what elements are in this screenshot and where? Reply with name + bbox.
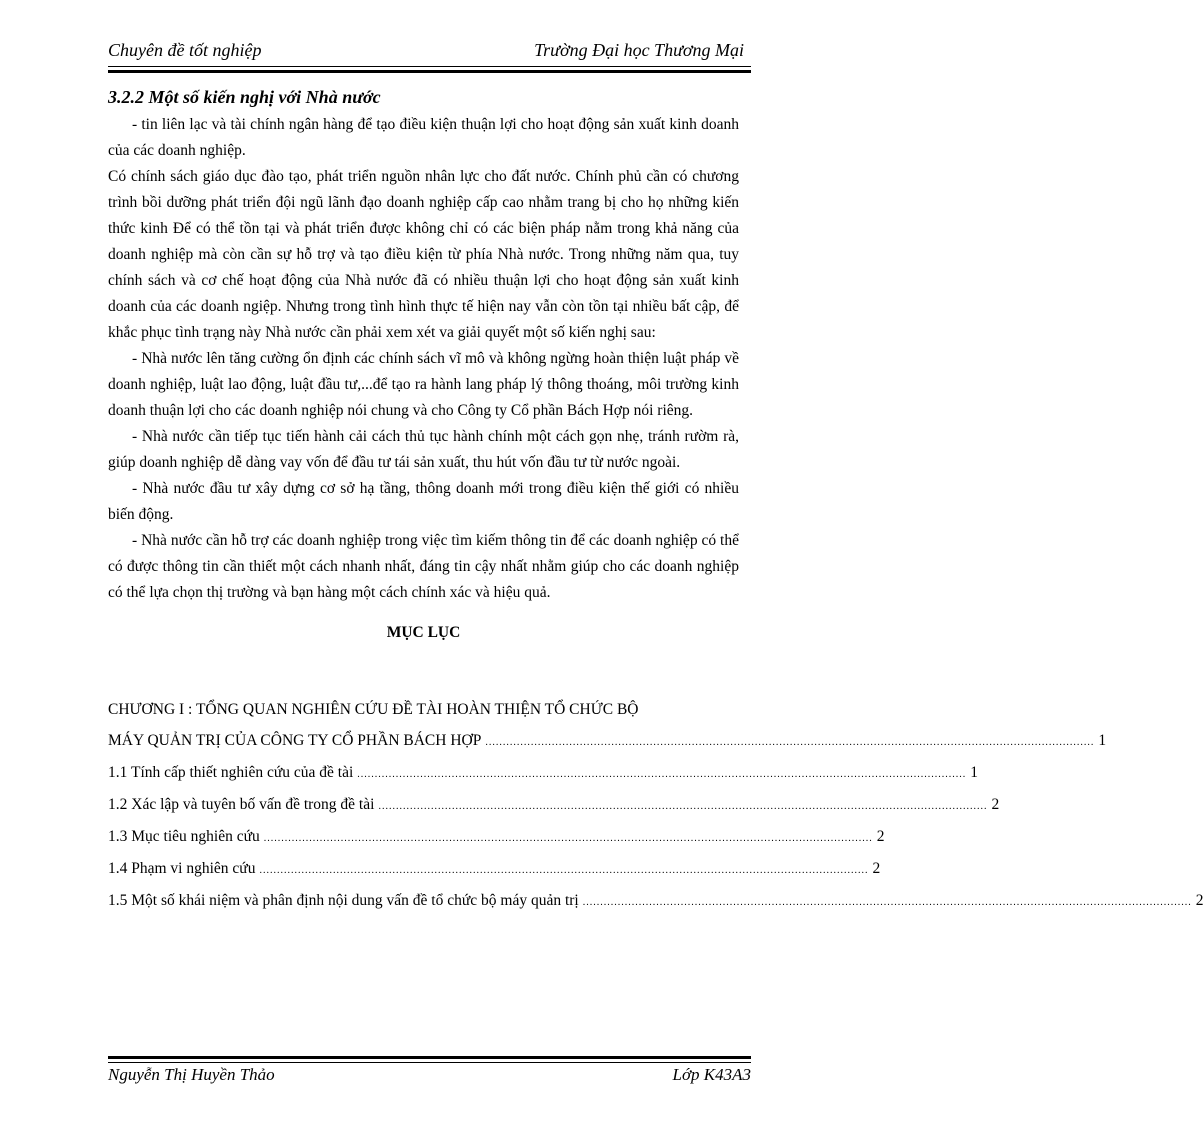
toc-page-number: 2 [1195, 892, 1204, 909]
toc-title: MỤC LỤC [386, 624, 461, 641]
toc-leader-dots: .............................................................................................................................................................................. [259, 865, 869, 876]
toc-entry[interactable] [108, 758, 979, 790]
paragraph: - Nhà nước cần tiếp tục tiến hành cải cách thủ tục hành chính một cách gọn nhẹ, tránh rườm rà, giúp doanh nghiệp dễ dàng vay vốn để đầu tư tái sản xuất, thu hút vốn đầu tư từ nước ngoài. [108, 428, 739, 471]
toc-page-number: 2 [991, 796, 1000, 813]
toc-leader-dots: .............................................................................................................................................................................. [378, 801, 988, 812]
toc-entry[interactable] [108, 726, 1107, 758]
paragraph: Có chính sách giáo dục đào tạo, phát triển nguồn nhân lực cho đất nước. Chính phủ cần có chương trình bồi dưỡng phát triển đội ngũ lãnh đạo doanh nghiệp cấp cao nhằm trang bị cho họ những kiến thức kinh Để có thể tồn tại và phát triển được không chỉ có các biện pháp nằm trong khả năng của doanh nghiệp mà còn cần sự hỗ trợ và tạo điều kiện từ phía Nhà nước. Trong những năm qua, tuy chính sách và cơ chế hoạt động của Nhà nước đã có nhiều thuận lợi cho hoạt động sản xuất kinh doanh của các doanh ngiệp. Nhưng trong tình hình thực tế hiện nay vẫn còn tồn tại nhiều bất cập, để khắc phục tình trạng này Nhà nước cần phải xem xét va giải quyết một số kiến nghị sau: [108, 168, 739, 341]
paragraph: - Nhà nước đầu tư xây dựng cơ sở hạ tầng, thông doanh mới trong điều kiện thế giới có nhiều biến động. [108, 480, 739, 523]
toc-entry-text: MÁY QUẢN TRỊ CỦA CÔNG TY CỔ PHẦN BÁCH HỢP [108, 732, 482, 749]
footer-class: Lớp K43A3 [672, 1065, 751, 1084]
toc-leader-dots: .............................................................................................................................................................................. [357, 769, 967, 780]
toc-entry-text: 1.3 Mục tiêu nghiên cứu [108, 828, 260, 845]
toc-entry-text: 1.4 Phạm vi nghiên cứu [108, 860, 256, 877]
toc-leader-dots: .............................................................................................................................................................................. [582, 897, 1192, 908]
toc-entry[interactable] [108, 822, 885, 854]
paragraph: - Nhà nước cần hỗ trợ các doanh nghiệp trong việc tìm kiếm thông tin để các doanh nghiệp có thể có được thông tin cần thiết một cách nhanh nhất, đáng tin cậy nhất nhằm giúp cho các doanh nghiệp có thể lựa chọn thị trường và bạn hàng một cách chính xác và hiệu quả. [108, 532, 739, 601]
table-of-contents [108, 694, 1204, 918]
toc-page-number: 1 [970, 764, 979, 781]
footer-author: Nguyễn Thị Huyền Thảo [108, 1065, 275, 1084]
toc-chapter-heading: CHƯƠNG I : TỔNG QUAN NGHIÊN CỨU ĐỀ TÀI HOÀN THIỆN TỔ CHỨC BỘ [108, 701, 639, 718]
page-content [108, 84, 1204, 918]
toc-entry[interactable] [108, 790, 1000, 822]
toc-page-number: 1 [1098, 732, 1107, 749]
toc-entry[interactable] [108, 854, 881, 886]
section-title: 3.2.2 Một số kiến nghị với Nhà nước [108, 87, 381, 107]
toc-leader-dots: .............................................................................................................................................................................. [485, 737, 1095, 748]
toc-page-number: 2 [876, 828, 885, 845]
toc-entry[interactable] [108, 886, 1204, 918]
toc-leader-dots: .............................................................................................................................................................................. [263, 833, 873, 844]
header-divider-thick [108, 70, 751, 73]
toc-entry-text: 1.1 Tính cấp thiết nghiên cứu của đề tài [108, 764, 354, 781]
header-university: Trường Đại học Thương Mại [534, 40, 744, 60]
header-document-type: Chuyên đề tốt nghiệp [108, 40, 262, 60]
toc-page-number: 2 [872, 860, 881, 877]
footer-divider-thick [108, 1056, 751, 1059]
header-divider [108, 66, 751, 67]
toc-entry-text: 1.5 Một số khái niệm và phân định nội dung vấn đề tổ chức bộ máy quản trị [108, 892, 579, 909]
toc-entry-text: 1.2 Xác lập và tuyên bố vấn đề trong đề tài [108, 796, 375, 813]
paragraph: - Nhà nước lên tăng cường ổn định các chính sách vĩ mô và không ngừng hoàn thiện luật pháp về doanh nghiệp, luật lao động, luật đầu tư,...để tạo ra hành lang pháp lý thông thoáng, môi trường kinh doanh thuận lợi cho các doanh nghiệp nói chung và cho Công ty Cổ phần Bách Hợp nói riêng. [108, 350, 739, 419]
paragraph: - tin liên lạc và tài chính ngân hàng để tạo điều kiện thuận lợi cho hoạt động sản xuất kinh doanh của các doanh nghiệp. [108, 116, 739, 159]
